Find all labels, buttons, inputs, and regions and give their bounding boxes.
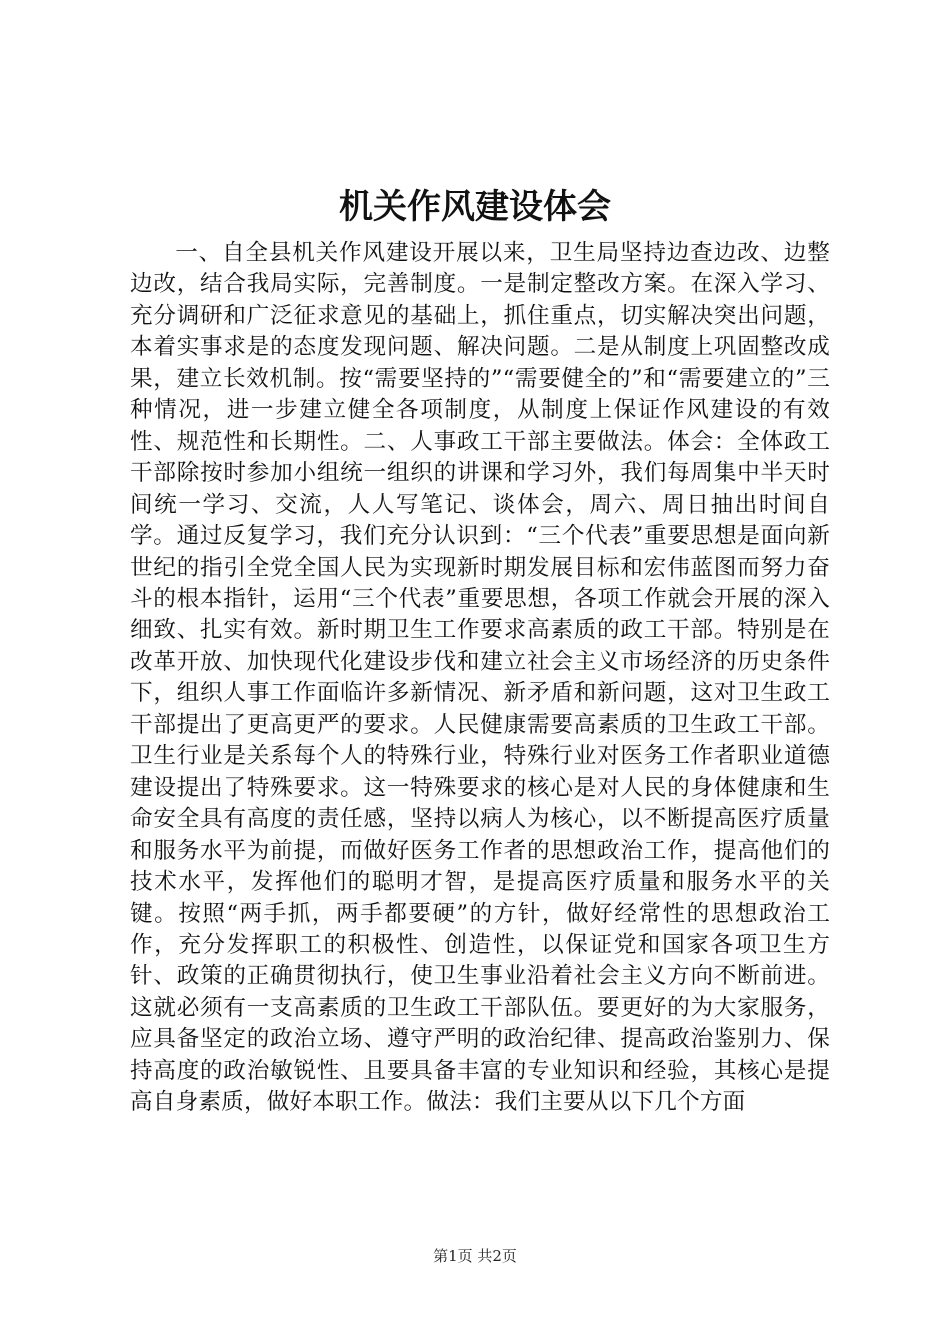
document-title: 机关作风建设体会	[339, 187, 611, 227]
document-body-paragraph: 一、自全县机关作风建设开展以来，卫生局坚持边查边改、边整边改，结合我局实际，完善制度。一是制定整改方案。在深入学习、充分调研和广泛征求意见的基础上，抓住重点，切实解决突出问题，本着实事求是的态度发现问题、解决问题。二是从制度上巩固整改成果，建立长效机制。按“需要坚持的”“需要健全的”和“需要建立的”三种情况，进一步建立健全各项制度，从制度上保证作风建设的有效性、规范性和长期性。二、人事政工干部主要做法。体会：全体政工干部除按时参加小组统一组织的讲课和学习外，我们每周集中半天时间统一学习、交流，人人写笔记、谈体会，周六、周日抽出时间自学。通过反复学习，我们充分认识到：“三个代表”重要思想是面向新世纪的指引全党全国人民为实现新时期发展目标和宏伟蓝图而努力奋斗的根本指针，运用“三个代表”重要思想，各项工作就会开展的深入细致、扎实有效。新时期卫生工作要求高素质的政工干部。特别是在改革开放、加快现代化建设步伐和建立社会主义市场经济的历史条件下，组织人事工作面临许多新情况、新矛盾和新问题，这对卫生政工干部提出了更高更严的要求。人民健康需要高素质的卫生政工干部。卫生行业是关系每个人的特殊行业，特殊行业对医务工作者职业道德建设提出了特殊要求。这一特殊要求的核心是对人民的身体健康和生命安全具有高度的责任感，坚持以病人为核心，以不断提高医疗质量和服务水平为前提，而做好医务工作者的思想政治工作，提高他们的技术水平，发挥他们的聪明才智，是提高医疗质量和服务水平的关键。按照“两手抓，两手都要硬”的方针，做好经常性的思想政治工作，充分发挥职工的积极性、创造性，以保证党和国家各项卫生方针、政策的正确贯彻执行，使卫生事业沿着社会主义方向不断前进。这就必须有一支高素质的卫生政工干部队伍。要更好的为大家服务，应具备坚定的政治立场、遵守严明的政治纪律、提高政治鉴别力、保持高度的政治敏锐性、且要具备丰富的专业知识和经验，其核心是提高自身素质，做好本职工作。做法：我们主要从以下几个方面	[130, 240, 830, 1116]
page-number-footer: 第1页 共2页	[433, 1247, 517, 1265]
